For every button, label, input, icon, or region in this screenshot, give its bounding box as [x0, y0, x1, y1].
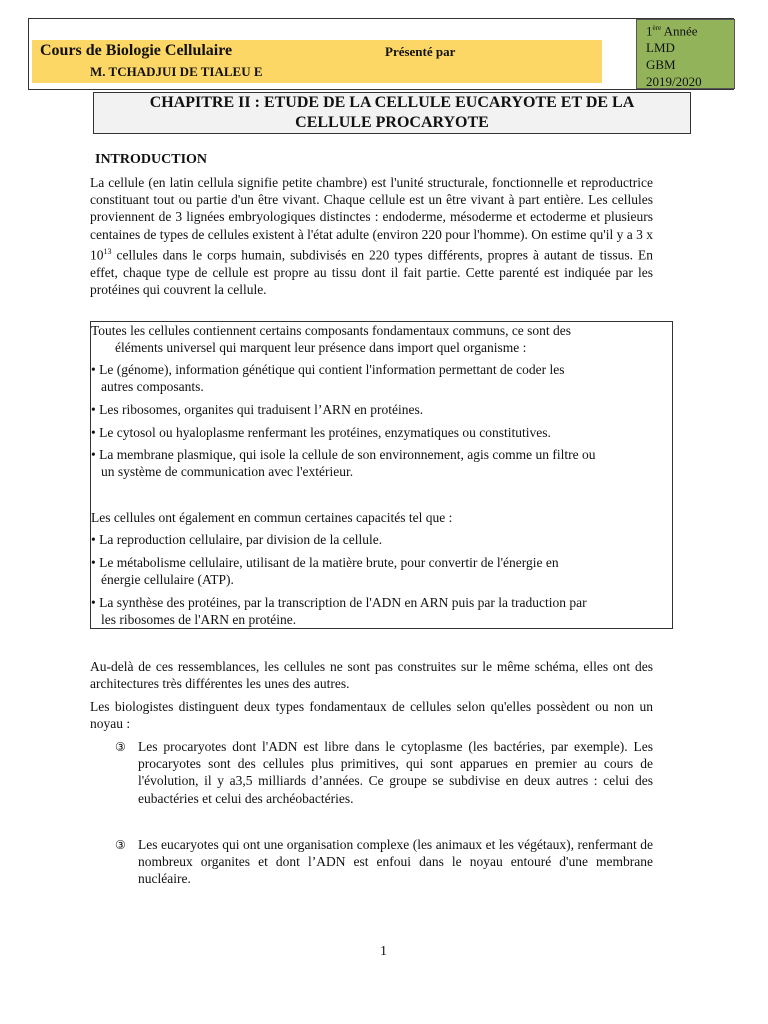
list-item: • La membrane plasmique, qui isole la cellule de son environnement, agis comme un filtre ou un système de communication avec l'extérieur.	[91, 447, 596, 479]
page-number: 1	[380, 944, 387, 959]
list-item-eucaryotes: Les eucaryotes qui ont une organisation complexe (les animaux et les végétaux), renfermant de nombreux organites et dont l’ADN est enfoui dans le noyau entouré d'une membrane nucléaire.	[138, 837, 653, 887]
intro-paragraph: La cellule (en latin cellula signifie petite chambre) est l'unité structurale, fonctionnelle et reproductrice constituant tout ou partie d'un être vivant. Chaque cellule est un être vivant à part entière. Les cellules proviennent de 3 lignées embryologiques distinctes : endoderme, mésoderme et ectoderme et plusieurs centaines de types de cellules existent à l'état adulte (environ 220 pour l'homme). On estime qu'il y a 3 x $10^{13}$ cellules dans le corps humain, subdivisés en 220 types différents, propres à autant de tissus. En effet, chaque type de cellule est propre au tissu dont il fait partie. Cette parenté est indiquée par les protéines qui couvrent la cellule.	[90, 175, 653, 297]
year-info-box	[636, 19, 735, 89]
program-gbm: GBM	[646, 57, 676, 73]
list-marker-icon: ③	[115, 740, 126, 754]
list-item-procaryotes: Les procaryotes dont l'ADN est libre dans le cytoplasme (les bactéries, par exemple). Les procaryotes sont des cellules plus primitives, qui sont apparues en premier au cours de l'évolution, il y a3,5 milliards d’années. Ce groupe se subdivise en deux autres : celui des eubactéries et celui des archéobactéries.	[138, 739, 653, 806]
box-intro-line: éléments universel qui marquent leur présence dans import quel organisme :	[115, 340, 527, 355]
year-level: 1ère Année	[646, 23, 698, 39]
list-item: • Le cytosol ou hyaloplasme renfermant les protéines, enzymatiques ou constitutives.	[91, 425, 551, 440]
chapter-title: CHAPITRE II : ETUDE DE LA CELLULE EUCARYOTE ET DE LA CELLULE PROCARYOTE	[93, 92, 691, 134]
body-paragraph: Les biologistes distinguent deux types fondamentaux de cellules selon qu'elles possèdent ou non un noyau :	[90, 699, 653, 732]
box-intro-line: Les cellules ont également en commun certaines capacités tel que :	[91, 510, 453, 525]
body-paragraph: Au-delà de ces ressemblances, les cellules ne sont pas construites sur le même schéma, elles ont des architectures très différentes les unes des autres.	[90, 659, 653, 692]
box-intro-line: Toutes les cellules contiennent certains composants fondamentaux communs, ce sont des	[91, 323, 572, 338]
academic-year: 2019/2020	[646, 74, 702, 90]
list-item: • Le métabolisme cellulaire, utilisant de la matière brute, pour convertir de l'énergie en énergie cellulaire (ATP).	[91, 555, 559, 587]
presented-by-label: Présenté par	[385, 44, 456, 59]
fundamental-components-box	[90, 321, 673, 629]
program-lmd: LMD	[646, 40, 675, 56]
list-item: • Les ribosomes, organites qui traduisent l’ARN en protéines.	[91, 402, 424, 417]
list-marker-icon: ③	[115, 838, 126, 852]
section-heading: INTRODUCTION	[95, 152, 208, 167]
course-title: Cours de Biologie Cellulaire	[40, 42, 233, 59]
list-item: • La synthèse des protéines, par la transcription de l'ADN en ARN puis par la traduction par les ribosomes de l'ARN en protéine.	[91, 595, 587, 627]
list-item: • La reproduction cellulaire, par division de la cellule.	[91, 532, 383, 547]
author-name: M. TCHADJUI DE TIALEU E	[90, 64, 263, 79]
list-item: • Le (génome), information génétique qui contient l'information permettant de coder les autres composants.	[91, 362, 565, 394]
